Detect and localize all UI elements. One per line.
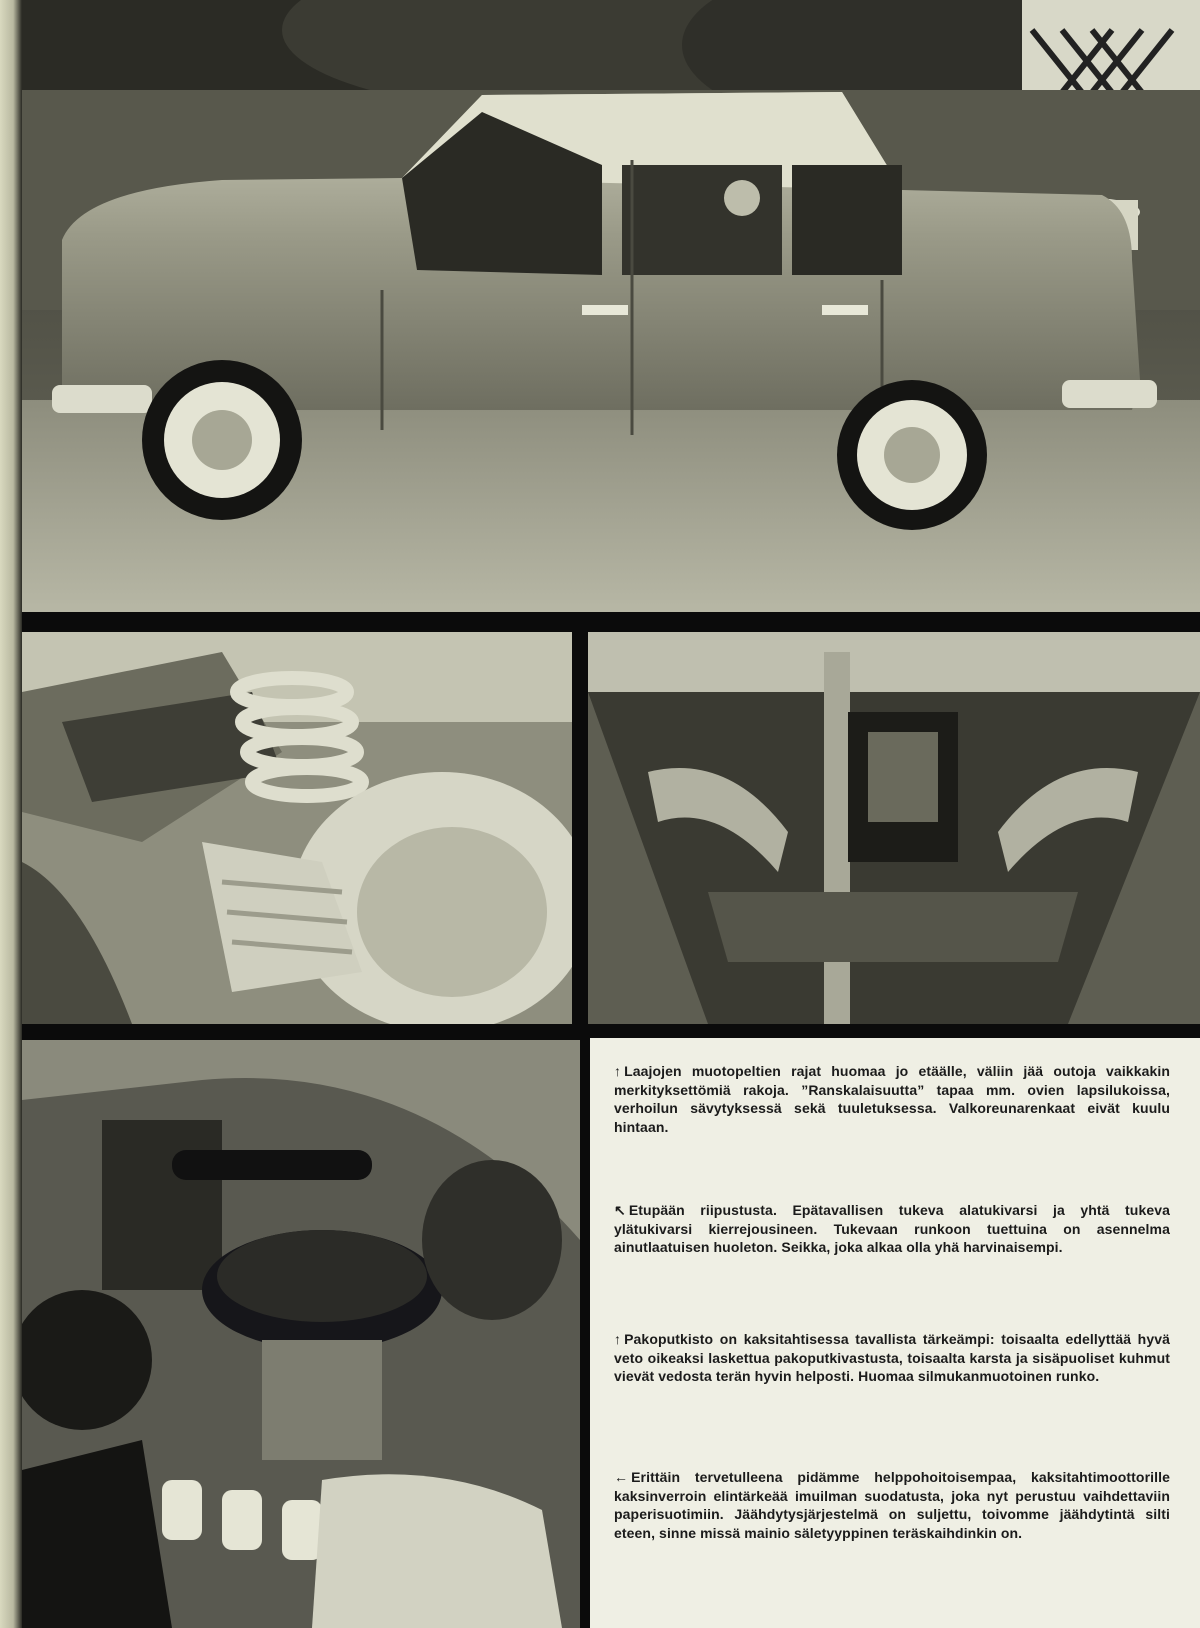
engine-bay-photo	[22, 1040, 580, 1628]
arrow-up-icon: ↑	[614, 1063, 622, 1079]
caption-text: Laajojen muotopeltien rajat huomaa jo etäälle, väliin jää outoja vaikkakin merkityksettömiä rakoja. ”Ranskalaisuutta” tapaa mm. ovien lapsilukoissa, verhoilun sävytyksessä sekä tuuletuksessa. Valkoreunarenkaat eivät kuulu hintaan.	[614, 1063, 1170, 1135]
caption-air-filter	[614, 1468, 1170, 1542]
caption-panel	[590, 1038, 1200, 1628]
caption-text: Pakoputkisto on kaksitahtisessa tavallista tärkeämpi: toisaalta edellyttää hyvä veto oikeaksi laskettua pakoputkivastusta, toisaalta karsta ja sisäpuoliset kuhmut vievät vedosta terän hyvin helposti. Huomaa silmukanmuotoinen runko.	[614, 1331, 1170, 1384]
arrow-left-icon: ←	[614, 1469, 629, 1485]
caption-text: Etupään riipustusta. Epätavallisen tukeva alatukivarsi ja yhtä tukeva ylätukivarsi kierrejousineen. Tukevaan runkoon tuettuina on asennelma ainutlaatuisen huoleton. Seikka, joka alkaa olla yhä harvinaisempi.	[614, 1202, 1170, 1255]
caption-text: Erittäin tervetulleena pidämme helppohoitoisempaa, kaksitahtimoottorille kaksinverroin elintärkeää imuilman suodatusta, joka nyt perustuu vaihdettaviin paperisuotimiin. Jäähdytysjärjestelmä on suljettu, toivomme jäähdytintä silti eteen, sinne missä mainio säletyyppinen teräskaihdinkin on.	[614, 1469, 1170, 1541]
caption-car-exterior	[614, 1062, 1170, 1136]
car-side-photo	[22, 0, 1200, 612]
arrow-up-icon: ↑	[614, 1331, 622, 1347]
caption-exhaust-system	[614, 1330, 1170, 1386]
caption-front-suspension	[614, 1201, 1170, 1257]
front-suspension-photo	[22, 632, 572, 1024]
arrow-up-left-icon: ↖	[614, 1202, 626, 1218]
underbody-exhaust-photo	[588, 632, 1200, 1024]
page-binding-edge	[0, 0, 22, 1628]
